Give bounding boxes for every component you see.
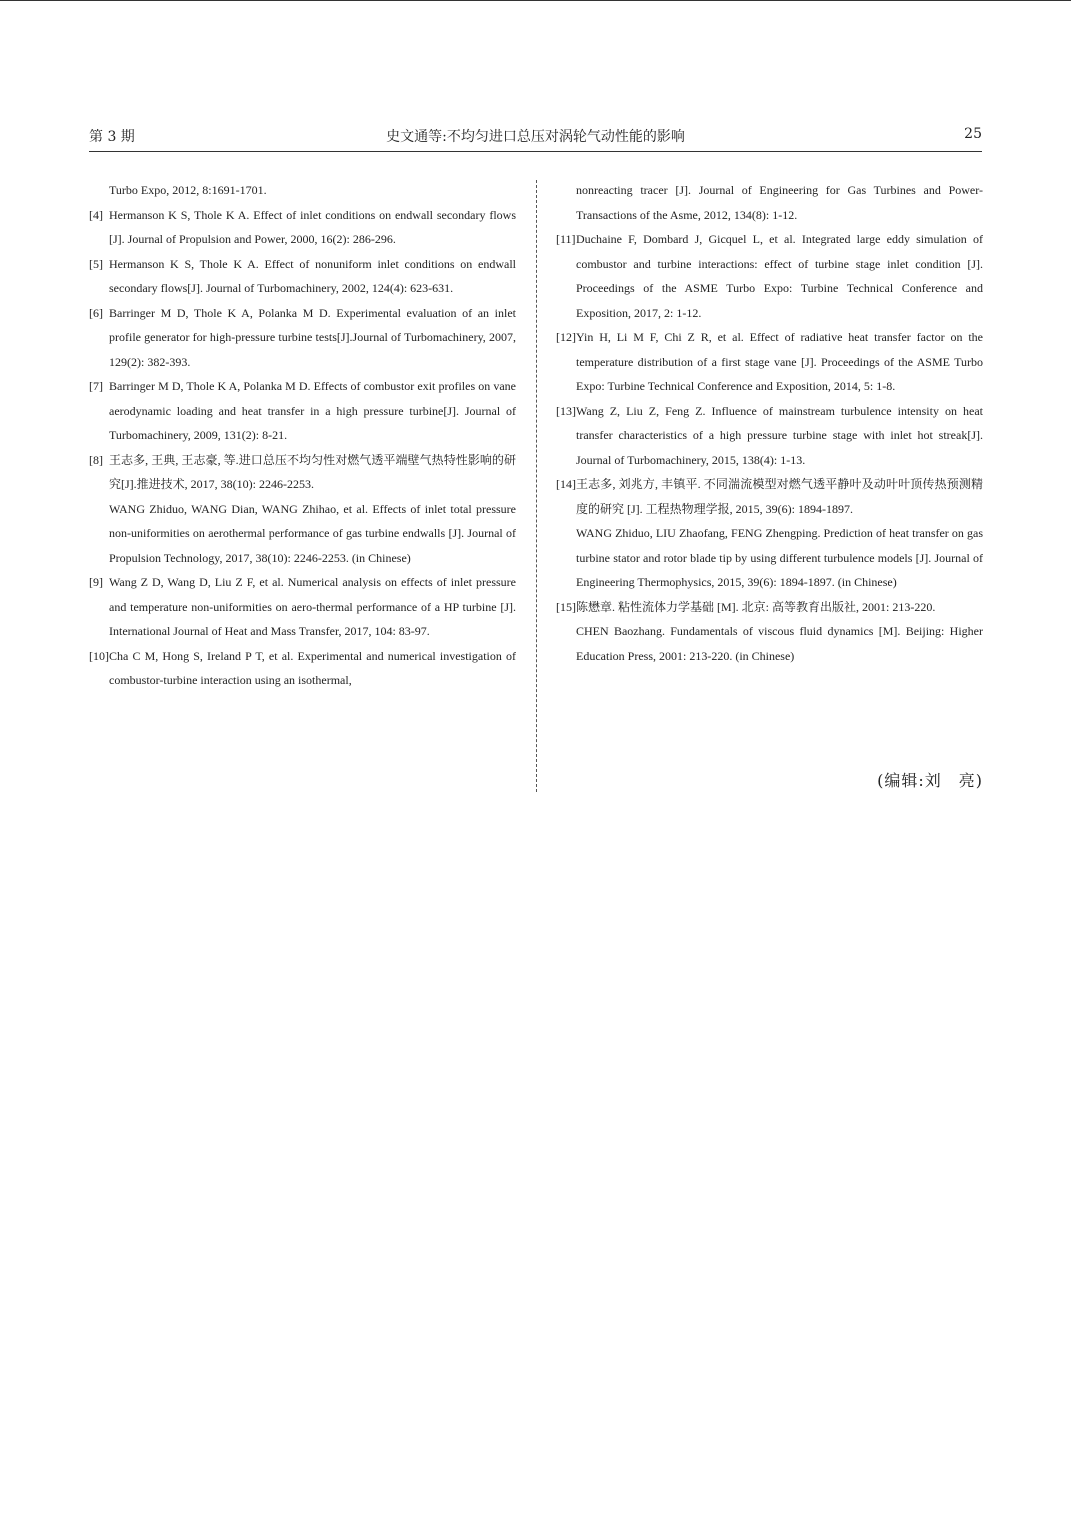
reference-item bbox=[556, 325, 983, 399]
reference-item bbox=[89, 448, 516, 497]
reference-number: [4] bbox=[89, 207, 103, 222]
reference-number: [11] bbox=[556, 232, 576, 246]
reference-item bbox=[89, 570, 516, 644]
reference-text: Barringer M D, Thole K A, Polanka M D. Experimental evaluation of an inlet profile generator for high-pressure turbine tests[J].Journal of Turbomachinery, 2007, 129(2): 382-393. bbox=[109, 305, 516, 369]
reference-text: Cha C M, Hong S, Ireland P T, et al. Experimental and numerical investigation of combustor-turbine interaction using an isothermal, bbox=[109, 648, 516, 687]
reference-text: Barringer M D, Thole K A, Polanka M D. Effects of combustor exit profiles on vane aerodynamic loading and heat transfer in a high pressure turbine[J]. Journal of Turbomachinery, 2009, 131(2): 8-21. bbox=[109, 379, 516, 442]
reference-number: [13] bbox=[556, 403, 576, 418]
reference-text: Wang Z, Liu Z, Feng Z. Influence of mainstream turbulence intensity on heat transfer characteristics of a high pressure turbine stage with inlet hot streak[J]. Journal of Turbomachinery, 2015, 138(4): 1-13. bbox=[576, 403, 983, 467]
page-number: 25 bbox=[964, 126, 982, 142]
running-title: 史文通等:不均匀进口总压对涡轮气动性能的影响 bbox=[386, 129, 685, 145]
reference-number: [6] bbox=[89, 305, 103, 320]
references-right-column bbox=[556, 178, 983, 668]
reference-number: [9] bbox=[89, 575, 103, 589]
reference-text: 陈懋章. 粘性流体力学基础 [M]. 北京: 高等教育出版社, 2001: 213-220. bbox=[576, 599, 936, 614]
reference-translation: CHEN Baozhang. Fundamentals of viscous fluid dynamics [M]. Beijing: Higher Education Press, 2001: 213-220. (in Chinese) bbox=[576, 624, 983, 663]
reference-item bbox=[556, 227, 983, 325]
reference-text: Yin H, Li M F, Chi Z R, et al. Effect of radiative heat transfer factor on the temperature distribution of a first stage vane [J]. Proceedings of the ASME Turbo Expo: Turbine Technical Conference and Exposition, 2014, 5: 1-8. bbox=[576, 330, 983, 393]
reference-text: Duchaine F, Dombard J, Gicquel L, et al. Integrated large eddy simulation of combustor and turbine interactions: effect of turbine stage inlet condition [J]. Proceedings of the ASME Turbo Expo: Turbine Technical Conference and Exposition, 2017, 2: 1-12. bbox=[576, 232, 983, 320]
editor-note: (编辑:刘 亮) bbox=[877, 771, 983, 790]
reference-item bbox=[89, 644, 516, 693]
reference-number: [7] bbox=[89, 379, 103, 393]
page-header bbox=[89, 126, 982, 148]
reference-item bbox=[556, 472, 983, 521]
reference-text: Hermanson K S, Thole K A. Effect of nonuniform inlet conditions on endwall secondary flows[J]. Journal of Turbomachinery, 2002, 124(4): 623-631. bbox=[109, 256, 516, 295]
issue-number: 第 3 期 bbox=[89, 129, 135, 145]
reference-continuation: Turbo Expo, 2012, 8:1691-1701. bbox=[109, 183, 267, 197]
reference-item bbox=[556, 595, 983, 620]
header-rule bbox=[89, 151, 982, 152]
reference-number: [14] bbox=[556, 477, 576, 491]
references-left-column bbox=[89, 178, 516, 693]
reference-number: [15] bbox=[556, 599, 576, 614]
reference-number: [5] bbox=[89, 256, 103, 271]
reference-translation: WANG Zhiduo, LIU Zhaofang, FENG Zhengping. Prediction of heat transfer on gas turbine stator and rotor blade tip by using different turbulence models [J]. Journal of Engineering Thermophysics, 2015, 39(6): 1894-1897. (in Chinese) bbox=[576, 526, 983, 589]
column-divider bbox=[536, 180, 537, 792]
reference-translation: WANG Zhiduo, WANG Dian, WANG Zhihao, et al. Effects of inlet total pressure non-uniformities on aerothermal performance of gas turbine endwalls [J]. Journal of Propulsion Technology, 2017, 38(10): 2246-2253. (in Chinese) bbox=[109, 501, 516, 565]
reference-text: 王志多, 刘兆方, 丰镇平. 不同湍流模型对燃气透平静叶及动叶叶顶传热预测精度的研究 [J]. 工程热物理学报, 2015, 39(6): 1894-1897. bbox=[576, 477, 983, 516]
top-border-line bbox=[0, 0, 1071, 1]
reference-item bbox=[89, 252, 516, 301]
reference-number: [12] bbox=[556, 330, 576, 344]
reference-text: 王志多, 王典, 王志豪, 等.进口总压不均匀性对燃气透平端壁气热特性影响的研究[J].推进技术, 2017, 38(10): 2246-2253. bbox=[109, 452, 516, 491]
reference-number: [8] bbox=[89, 452, 103, 467]
reference-text: Hermanson K S, Thole K A. Effect of inlet conditions on endwall secondary flows [J]. Journal of Propulsion and Power, 2000, 16(2): 286-296. bbox=[109, 207, 516, 246]
reference-item bbox=[89, 301, 516, 375]
reference-item bbox=[89, 203, 516, 252]
reference-number: [10] bbox=[89, 648, 109, 663]
reference-text: Wang Z D, Wang D, Liu Z F, et al. Numerical analysis on effects of inlet pressure and temperature non-uniformities on aero-thermal performance of a HP turbine [J]. International Journal of Heat and Mass Transfer, 2017, 104: 83-97. bbox=[109, 575, 516, 638]
reference-continuation: nonreacting tracer [J]. Journal of Engineering for Gas Turbines and Power-Transactions of the Asme, 2012, 134(8): 1-12. bbox=[576, 183, 983, 222]
reference-item bbox=[89, 374, 516, 448]
reference-item bbox=[556, 399, 983, 473]
